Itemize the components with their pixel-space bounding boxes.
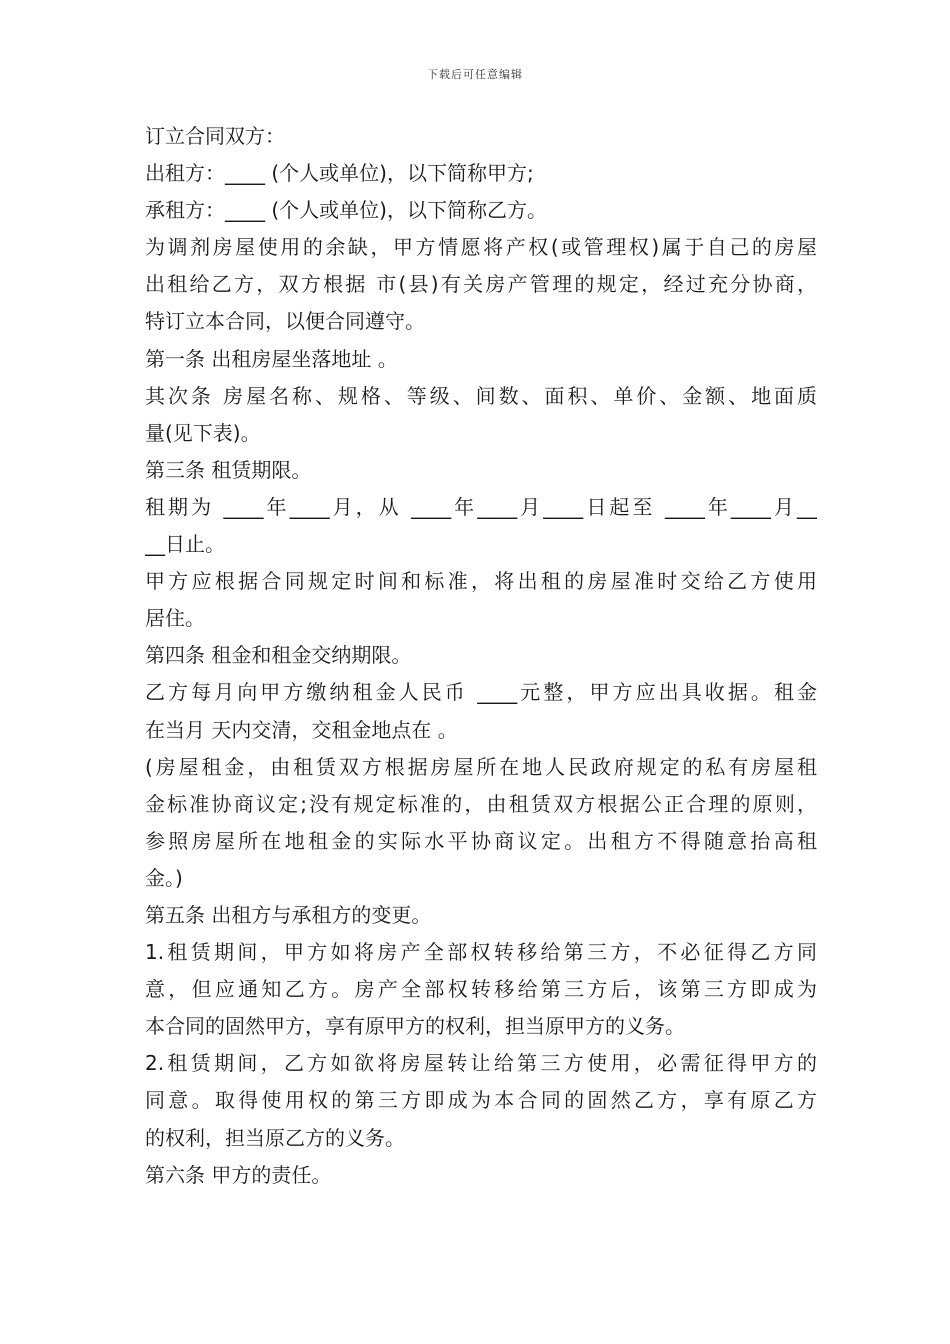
text-line: 第四条 租金和租金交纳期限。	[145, 643, 412, 668]
text-line: 意，但应通知乙方。房产全部权转移给第三方后，该第三方即成为	[145, 977, 817, 1002]
text-line: 的权利，担当原乙方的义务。	[145, 1125, 405, 1150]
text-line: 第一条 出租房屋坐落地址 。	[145, 346, 398, 371]
text-line: 甲方应根据合同规定时间和标准，将出租的房屋准时交给乙方使用	[145, 569, 817, 594]
contract-body	[145, 118, 817, 1194]
text-line: 在当月 天内交清，交租金地点在 。	[145, 717, 458, 742]
text-line: 量(见下表)。	[145, 420, 261, 445]
text-line: 租期为 ____年____月，从 ____年____月____日起至 ____年____月__	[145, 494, 817, 519]
text-line: 为调剂房屋使用的余缺，甲方情愿将产权(或管理权)属于自己的房屋	[145, 235, 817, 260]
text-line: 金。)	[145, 865, 183, 890]
text-line: 出租方：____ (个人或单位)，以下简称甲方;	[145, 161, 534, 186]
text-line: 乙方每月向甲方缴纳租金人民币 ____元整，甲方应出具收据。租金	[145, 680, 817, 705]
text-line: 第三条 租赁期限。	[145, 457, 312, 482]
header-note: 下载后可任意编辑	[427, 68, 523, 81]
text-line: 1.租赁期间，甲方如将房产全部权转移给第三方，不必征得乙方同	[145, 940, 817, 965]
text-line: 出租给乙方，双方根据 市(县)有关房产管理的规定，经过充分协商，	[145, 272, 817, 297]
text-line: 第五条 出租方与承租方的变更。	[145, 902, 432, 927]
text-line: 订立合同双方：	[145, 124, 285, 148]
text-line: 承租方：____ (个人或单位)，以下简称乙方。	[145, 198, 547, 223]
text-line: 居住。	[145, 606, 205, 631]
text-line: 2.租赁期间，乙方如欲将房屋转让给第三方使用，必需征得甲方的	[145, 1051, 817, 1076]
text-line: 参照房屋所在地租金的实际水平协商议定。出租方不得随意抬高租	[145, 828, 817, 853]
text-line: __日止。	[145, 532, 225, 557]
text-line: (房屋租金，由租赁双方根据房屋所在地人民政府规定的私有房屋租	[145, 754, 817, 779]
text-line: 其次条 房屋名称、规格、等级、间数、面积、单价、金额、地面质	[145, 383, 817, 408]
text-line: 金标准协商议定;没有规定标准的，由租赁双方根据公正合理的原则，	[145, 791, 817, 816]
text-line: 本合同的固然甲方，享有原甲方的权利，担当原甲方的义务。	[145, 1014, 685, 1039]
text-line: 同意。取得使用权的第三方即成为本合同的固然乙方，享有原乙方	[145, 1088, 817, 1113]
text-line: 特订立本合同，以便合同遵守。	[145, 309, 425, 334]
text-line: 第六条 甲方的责任。	[145, 1162, 332, 1187]
